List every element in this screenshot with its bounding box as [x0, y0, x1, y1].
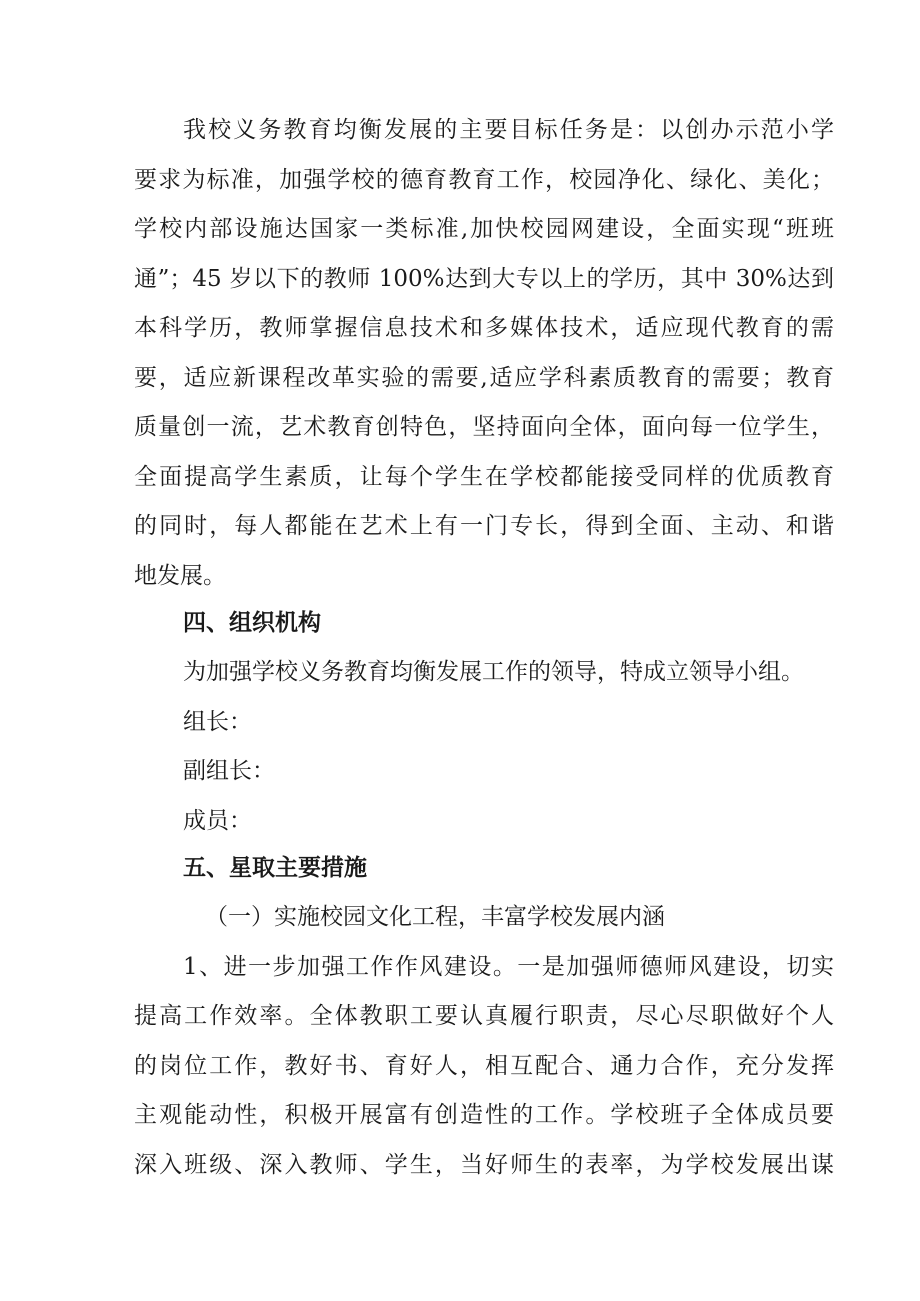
- paragraph-line: 1、进一步加强工作作风建设。一是加强师德师风建设，切实: [183, 954, 834, 980]
- paragraph-line: 提高工作效率。全体教职工要认真履行职责，尽心尽职做好个人: [134, 1003, 834, 1029]
- paragraph-line: 本科学历，教师掌握信息技术和多媒体技术，适应现代教育的需: [134, 315, 834, 341]
- paragraph-line: 学校内部设施达国家一类标准,加快校园网建设，全面实现“班班: [134, 216, 834, 242]
- section-heading-organization: 四、组织机构: [183, 610, 321, 636]
- group-leader-label: 组长：: [183, 709, 252, 735]
- paragraph-line: 的同时，每人都能在艺术上有一门专长，得到全面、主动、和谐: [134, 513, 834, 539]
- paragraph-line: 的岗位工作，教好书、育好人，相互配合、通力合作，充分发挥: [134, 1053, 834, 1079]
- organization-intro: 为加强学校义务教育均衡发展工作的领导，特成立领导小组。: [183, 659, 804, 685]
- deputy-leader-label: 副组长：: [183, 758, 275, 784]
- paragraph-line: 要，适应新课程改革实验的需要,适应学科素质教育的需要；教育: [134, 365, 834, 391]
- subsection-heading: （一）实施校园文化工程，丰富学校发展内涵: [205, 904, 665, 930]
- paragraph-line: 质量创一流，艺术教育创特色，坚持面向全体，面向每一位学生，: [134, 414, 834, 440]
- members-label: 成员：: [183, 808, 252, 834]
- section-heading-measures: 五、星取主要措施: [183, 855, 367, 881]
- paragraph-line: 要求为标准，加强学校的德育教育工作，校园净化、绿化、美化；: [134, 167, 834, 193]
- paragraph-line: 深入班级、深入教师、学生，当好师生的表率，为学校发展出谋: [134, 1152, 834, 1178]
- paragraph-line: 全面提高学生素质，让每个学生在学校都能接受同样的优质教育: [134, 464, 834, 490]
- paragraph-line: 主观能动性，积极开展富有创造性的工作。学校班子全体成员要: [134, 1102, 834, 1128]
- paragraph-line: 我校义务教育均衡发展的主要目标任务是：以创办示范小学: [183, 117, 834, 143]
- paragraph-line: 通”；45 岁以下的教师 100%达到大专以上的学历，其中 30%达到: [134, 266, 834, 292]
- paragraph-line: 地发展。: [134, 563, 226, 589]
